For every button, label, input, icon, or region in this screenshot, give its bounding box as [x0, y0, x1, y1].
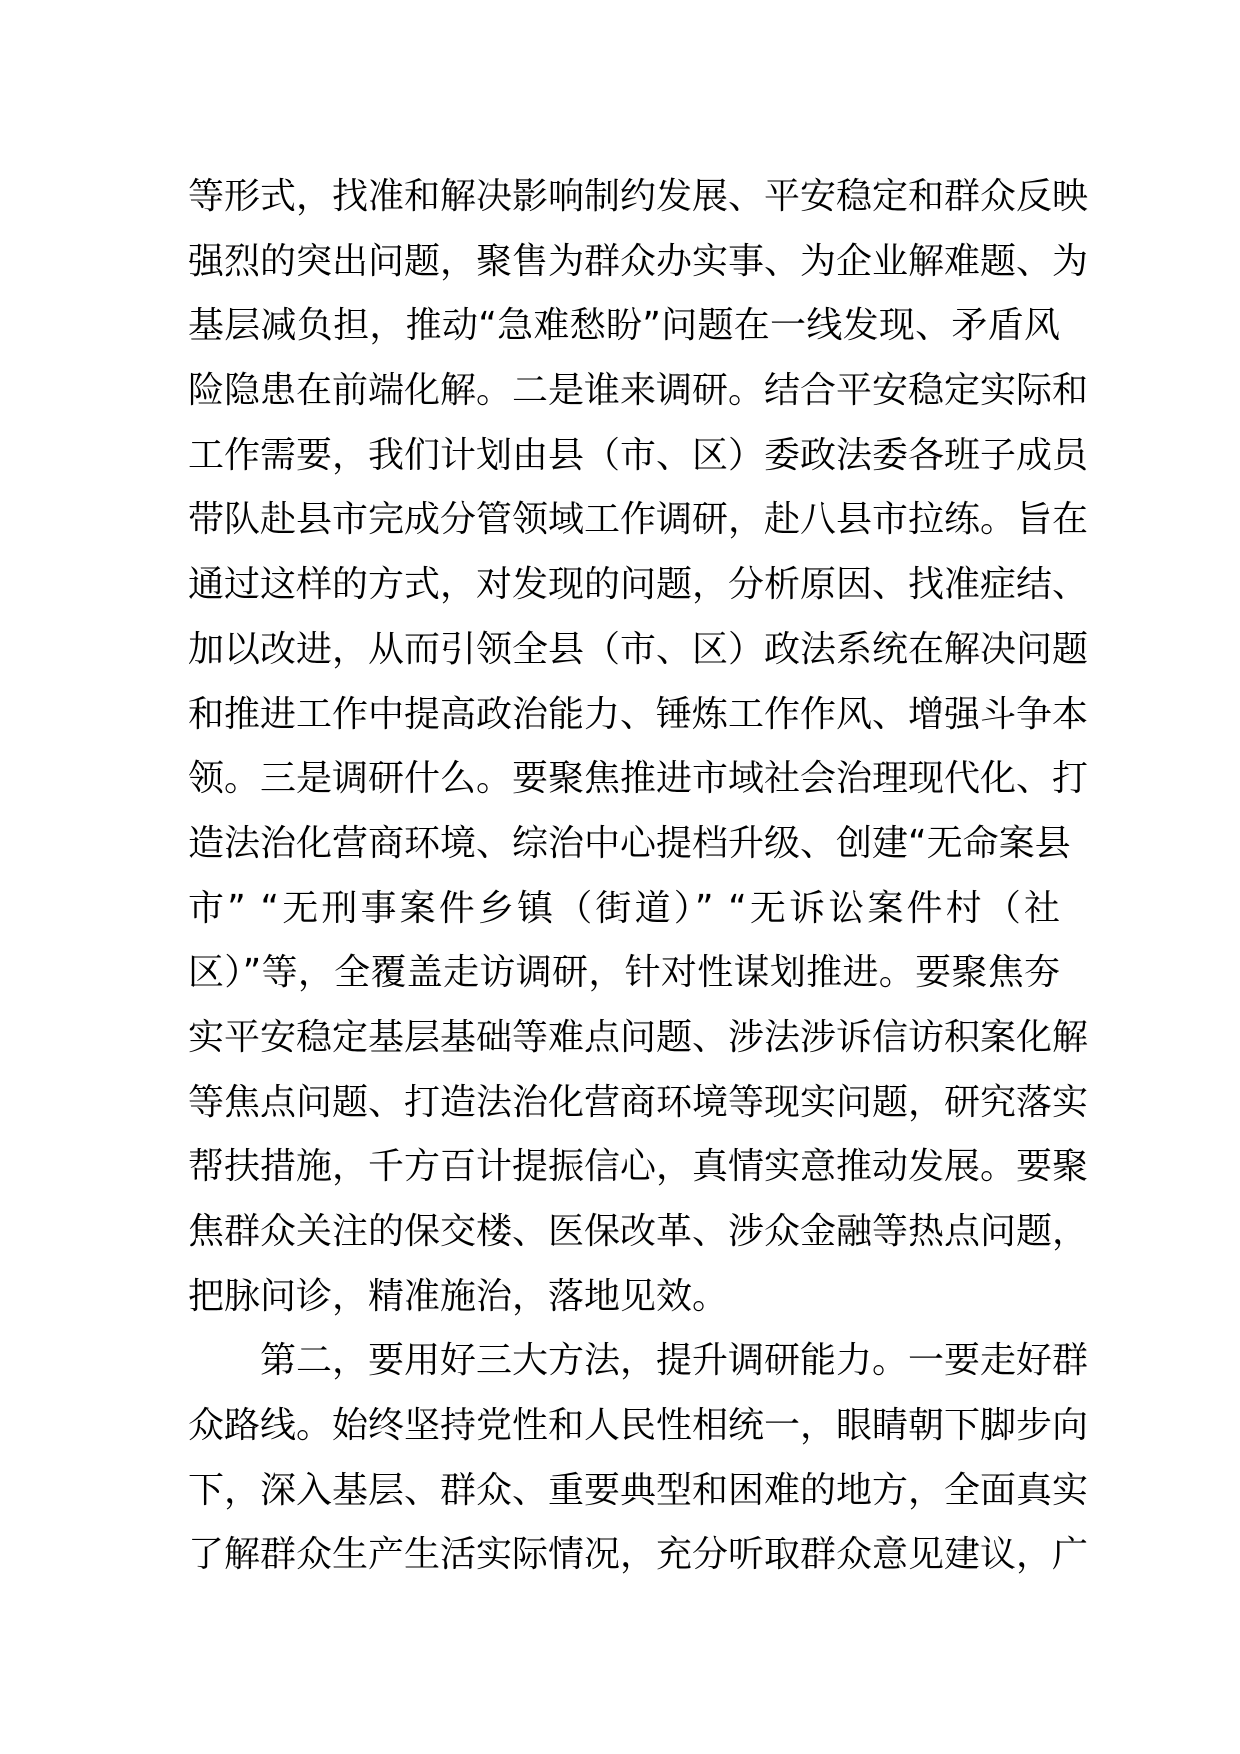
text-line: 下，深入基层、群众、重要典型和困难的地方，全面真实 [188, 1469, 1089, 1511]
text-line: 焦群众关注的保交楼、医保改革、涉众金融等热点问题， [188, 1211, 1089, 1252]
text-line: 帮扶措施，千方百计提振信心，真情实意推动发展。要聚 [188, 1146, 1089, 1188]
text-line: 险隐患在前端化解。二是谁来调研。结合平安稳定实际和 [188, 370, 1089, 412]
text-line: 带队赴县市完成分管领域工作调研，赴八县市拉练。旨在 [188, 499, 1089, 541]
text-line: 加以改进，从而引领全县（市、区）政法系统在解决问题 [188, 628, 1089, 670]
text-line: 工作需要，我们计划由县（市、区）委政法委各班子成员 [188, 434, 1089, 476]
text-line: 通过这样的方式，对发现的问题，分析原因、找准症结、 [188, 564, 1089, 606]
text-line: 领。三是调研什么。要聚焦推进市域社会治理现代化、打 [188, 758, 1089, 800]
text-line: 区）”等，全覆盖走访调研，针对性谋划推进。要聚焦夯 [188, 952, 1060, 994]
text-line: 市” “无刑事案件乡镇（街道）” “无诉讼案件村（社 [188, 887, 1060, 929]
text-line: 众路线。始终坚持党性和人民性相统一，眼睛朝下脚步向 [188, 1405, 1089, 1447]
text-line: 等形式，找准和解决影响制约发展、平安稳定和群众反映 [188, 176, 1089, 217]
text-line: 基层减负担，推动“急难愁盼”问题在一线发现、矛盾风 [188, 305, 1060, 347]
text-line: 等焦点问题、打造法治化营商环境等现实问题，研究落实 [188, 1081, 1089, 1123]
text-line: 和推进工作中提高政治能力、锤炼工作作风、增强斗争本 [188, 693, 1089, 735]
text-line: 强烈的突出问题，聚售为群众办实事、为企业解难题、为 [188, 240, 1089, 282]
text-line: 了解群众生产生活实际情况，充分听取群众意见建议，广 [188, 1534, 1089, 1576]
paragraph-end-line: 把脉问诊，精准施治，落地见效。 [188, 1275, 729, 1317]
paragraph-start-line: 第二，要用好三大方法，提升调研能力。一要走好群 [260, 1340, 1089, 1382]
text-line: 实平安稳定基层基础等难点问题、涉法涉诉信访积案化解 [188, 1016, 1089, 1058]
text-line: 造法治化营商环境、综治中心提档升级、创建“无命案县 [188, 822, 1071, 864]
body-text [188, 165, 1089, 1588]
